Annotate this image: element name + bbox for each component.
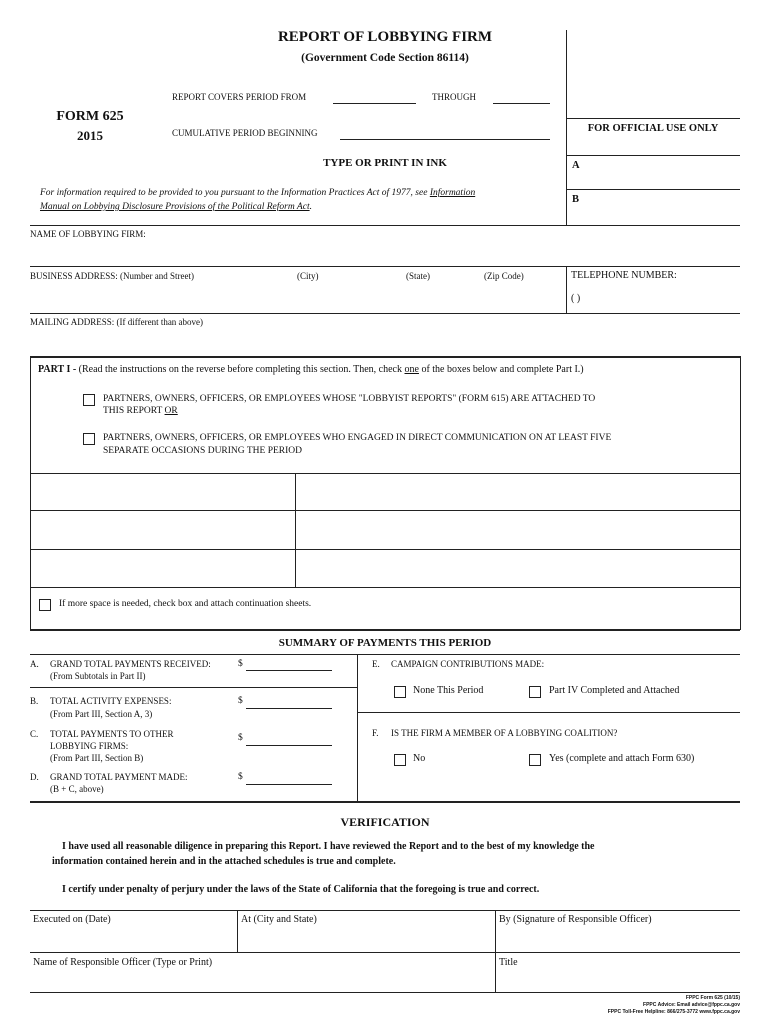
part1-entry-cell-2[interactable] — [296, 474, 739, 510]
footer-advice-email: FPPC Advice: Email advice@fppc.ca.gov — [643, 1002, 740, 1008]
summary-bottom-line — [30, 801, 740, 803]
type-or-print-label: TYPE OR PRINT IN INK — [323, 157, 447, 169]
signature-top-line — [30, 910, 740, 911]
summary-e-bottom-line — [357, 712, 740, 713]
summary-f-yes-label: Yes (complete and attach Form 630) — [549, 753, 695, 764]
part1-option1-line1: PARTNERS, OWNERS, OFFICERS, OR EMPLOYEES WHOSE "LOBBYIST REPORTS" (FORM 615) ARE ATTACHED TO — [103, 394, 596, 404]
verification-title: VERIFICATION — [340, 815, 430, 829]
part1-grid-bottom — [30, 587, 740, 588]
city-label: (City) — [297, 271, 319, 281]
part1-bottom-line — [30, 629, 740, 631]
summary-f-letter: F. — [372, 728, 379, 738]
mailing-address-label: MAILING ADDRESS: (If different than above) — [30, 317, 204, 327]
summary-e-none-label: None This Period — [413, 685, 484, 696]
privacy-link-information[interactable]: Information — [429, 188, 476, 198]
footer-helpline: FPPC Toll-Free Helpline: 866/275-3772 www.fppc.ca.gov — [607, 1009, 740, 1015]
summary-e-letter: E. — [372, 659, 380, 669]
continuation-label: If more space is needed, check box and attach continuation sheets. — [59, 599, 312, 609]
summary-f-label: IS THE FIRM A MEMBER OF A LOBBYING COALITION? — [391, 728, 618, 738]
telephone-area-code[interactable]: ( ) — [571, 293, 581, 304]
summary-f-no-label: No — [413, 753, 426, 764]
summary-d-dollar: $ — [238, 772, 243, 782]
summary-c-label-2: LOBBYING FIRMS: — [50, 741, 129, 751]
firm-name-label: NAME OF LOBBYING FIRM: — [30, 229, 146, 239]
privacy-period: . — [309, 202, 312, 212]
part1-option1-or: OR — [164, 406, 178, 416]
officer-name-field[interactable] — [31, 970, 494, 990]
summary-b-label: TOTAL ACTIVITY EXPENSES: — [50, 696, 172, 706]
official-use-line-3 — [566, 189, 740, 190]
section-line-mailing-top — [30, 313, 740, 314]
part1-heading-bold: PART I - — [38, 364, 79, 375]
state-label: (State) — [406, 271, 430, 281]
summary-title: SUMMARY OF PAYMENTS THIS PERIOD — [278, 637, 492, 649]
summary-a-sub: (From Subtotals in Part II) — [50, 671, 146, 681]
part1-entry-cell-6[interactable] — [296, 550, 739, 586]
telephone-label: TELEPHONE NUMBER: — [571, 270, 677, 281]
summary-d-amount-field[interactable] — [246, 784, 332, 785]
summary-d-letter: D. — [30, 772, 39, 782]
section-line-firm-top — [30, 225, 740, 226]
part1-top-line — [30, 356, 740, 358]
part1-heading-one: one — [404, 364, 419, 375]
part1-entry-cell-3[interactable] — [31, 511, 294, 549]
summary-c-dollar: $ — [238, 733, 243, 743]
part1-option2-line1: PARTNERS, OWNERS, OFFICERS, OR EMPLOYEES WHO ENGAGED IN DIRECT COMMUNICATION ON AT LEAST FIVE — [103, 433, 612, 443]
part1-option1-label — [103, 393, 595, 417]
summary-b-sub: (From Part III, Section A, 3) — [50, 709, 153, 719]
executed-on-field[interactable] — [31, 928, 236, 950]
summary-top-line — [30, 654, 740, 655]
summary-b-letter: B. — [30, 696, 39, 706]
official-field-b: B — [572, 194, 580, 205]
part1-heading-text: (Read the instructions on the reverse before completing this section. Then, check — [78, 364, 405, 375]
summary-a-letter: A. — [30, 659, 39, 669]
part1-option1-checkbox[interactable] — [83, 394, 95, 406]
part1-heading — [38, 364, 584, 376]
footer-info — [608, 995, 740, 1016]
privacy-link-manual[interactable]: Manual on Lobbying Disclosure Provisions of the Political Reform Act — [40, 202, 310, 212]
summary-f-yes-checkbox[interactable] — [529, 754, 541, 766]
signature-bottom-line — [30, 992, 740, 993]
part1-entry-cell-5[interactable] — [31, 550, 294, 586]
privacy-notice — [40, 186, 475, 214]
summary-c-label-1: TOTAL PAYMENTS TO OTHER — [50, 729, 174, 739]
period-from-field[interactable] — [333, 103, 416, 104]
section-line-address-top — [30, 266, 740, 267]
part1-heading-text-2: of the boxes below and complete Part I.) — [418, 364, 584, 375]
summary-c-amount-field[interactable] — [246, 745, 332, 746]
privacy-text: For information required to be provided to you pursuant to the Information Practices Act of 1977, see — [40, 188, 430, 198]
officer-title-label: Title — [499, 957, 518, 968]
summary-e-part4-label: Part IV Completed and Attached — [549, 685, 680, 696]
summary-divider — [357, 654, 358, 801]
officer-title-field[interactable] — [496, 970, 739, 990]
part1-entry-cell-4[interactable] — [296, 511, 739, 549]
report-period-from-label: REPORT COVERS PERIOD FROM — [172, 92, 307, 102]
official-use-label: FOR OFFICIAL USE ONLY — [587, 123, 719, 134]
telephone-divider — [566, 266, 567, 313]
summary-e-none-checkbox[interactable] — [394, 686, 406, 698]
at-city-state-field[interactable] — [238, 928, 494, 950]
cumulative-period-label: CUMULATIVE PERIOD BEGINNING — [172, 128, 318, 138]
part1-entry-cell-1[interactable] — [31, 474, 294, 510]
part1-option1-line2: THIS REPORT — [103, 406, 165, 416]
verification-paragraph-1 — [52, 839, 595, 869]
summary-d-label: GRAND TOTAL PAYMENT MADE: — [50, 772, 188, 782]
by-signature-label: By (Signature of Responsible Officer) — [499, 914, 652, 925]
zip-label: (Zip Code) — [484, 271, 524, 281]
verification-paragraph-2: I certify under penalty of perjury under the laws of the State of California that the foregoing is true and correct. — [62, 884, 540, 895]
form-title: REPORT OF LOBBYING FIRM — [277, 29, 493, 45]
period-through-field[interactable] — [493, 103, 550, 104]
summary-f-no-checkbox[interactable] — [394, 754, 406, 766]
official-use-top-line — [566, 118, 740, 119]
summary-b-amount-field[interactable] — [246, 708, 332, 709]
summary-c-letter: C. — [30, 729, 39, 739]
summary-e-part4-checkbox[interactable] — [529, 686, 541, 698]
business-address-label: BUSINESS ADDRESS: (Number and Street) — [30, 271, 194, 281]
form-year: 2015 — [77, 128, 103, 143]
cumulative-period-field[interactable] — [340, 139, 550, 140]
summary-a-label: GRAND TOTAL PAYMENTS RECEIVED: — [50, 659, 211, 669]
signature-middle-line — [30, 952, 740, 953]
part1-option2-label — [103, 432, 611, 458]
summary-a-amount-field[interactable] — [246, 670, 332, 671]
verification-para1-line1: I have used all reasonable diligence in preparing this Report. I have reviewed the Report and to the best of my knowledge the — [62, 841, 595, 852]
summary-c-sub: (From Part III, Section B) — [50, 753, 144, 763]
through-label: THROUGH — [432, 92, 476, 102]
continuation-checkbox[interactable] — [39, 599, 51, 611]
summary-d-sub: (B + C, above) — [50, 784, 104, 794]
part1-option2-line2: SEPARATE OCCASIONS DURING THE PERIOD — [103, 446, 302, 456]
part1-right-border — [740, 356, 741, 630]
part1-option2-checkbox[interactable] — [83, 433, 95, 445]
summary-b-dollar: $ — [238, 696, 243, 706]
officer-name-label: Name of Responsible Officer (Type or Print) — [33, 957, 213, 968]
executed-on-label: Executed on (Date) — [33, 914, 111, 925]
summary-a-bottom-line — [30, 687, 357, 688]
summary-e-label: CAMPAIGN CONTRIBUTIONS MADE: — [391, 659, 545, 669]
footer-form-id: FPPC Form 625 (10/15) — [685, 995, 740, 1001]
signature-field[interactable] — [496, 928, 739, 950]
at-city-state-label: At (City and State) — [241, 914, 317, 925]
summary-a-dollar: $ — [238, 659, 243, 669]
verification-para1-line2: information contained herein and in the attached schedules is true and complete. — [52, 856, 396, 867]
form-subtitle: (Government Code Section 86114) — [301, 52, 469, 64]
official-field-a: A — [572, 160, 580, 171]
official-use-line-2 — [566, 155, 740, 156]
form-number: FORM 625 — [56, 109, 124, 124]
